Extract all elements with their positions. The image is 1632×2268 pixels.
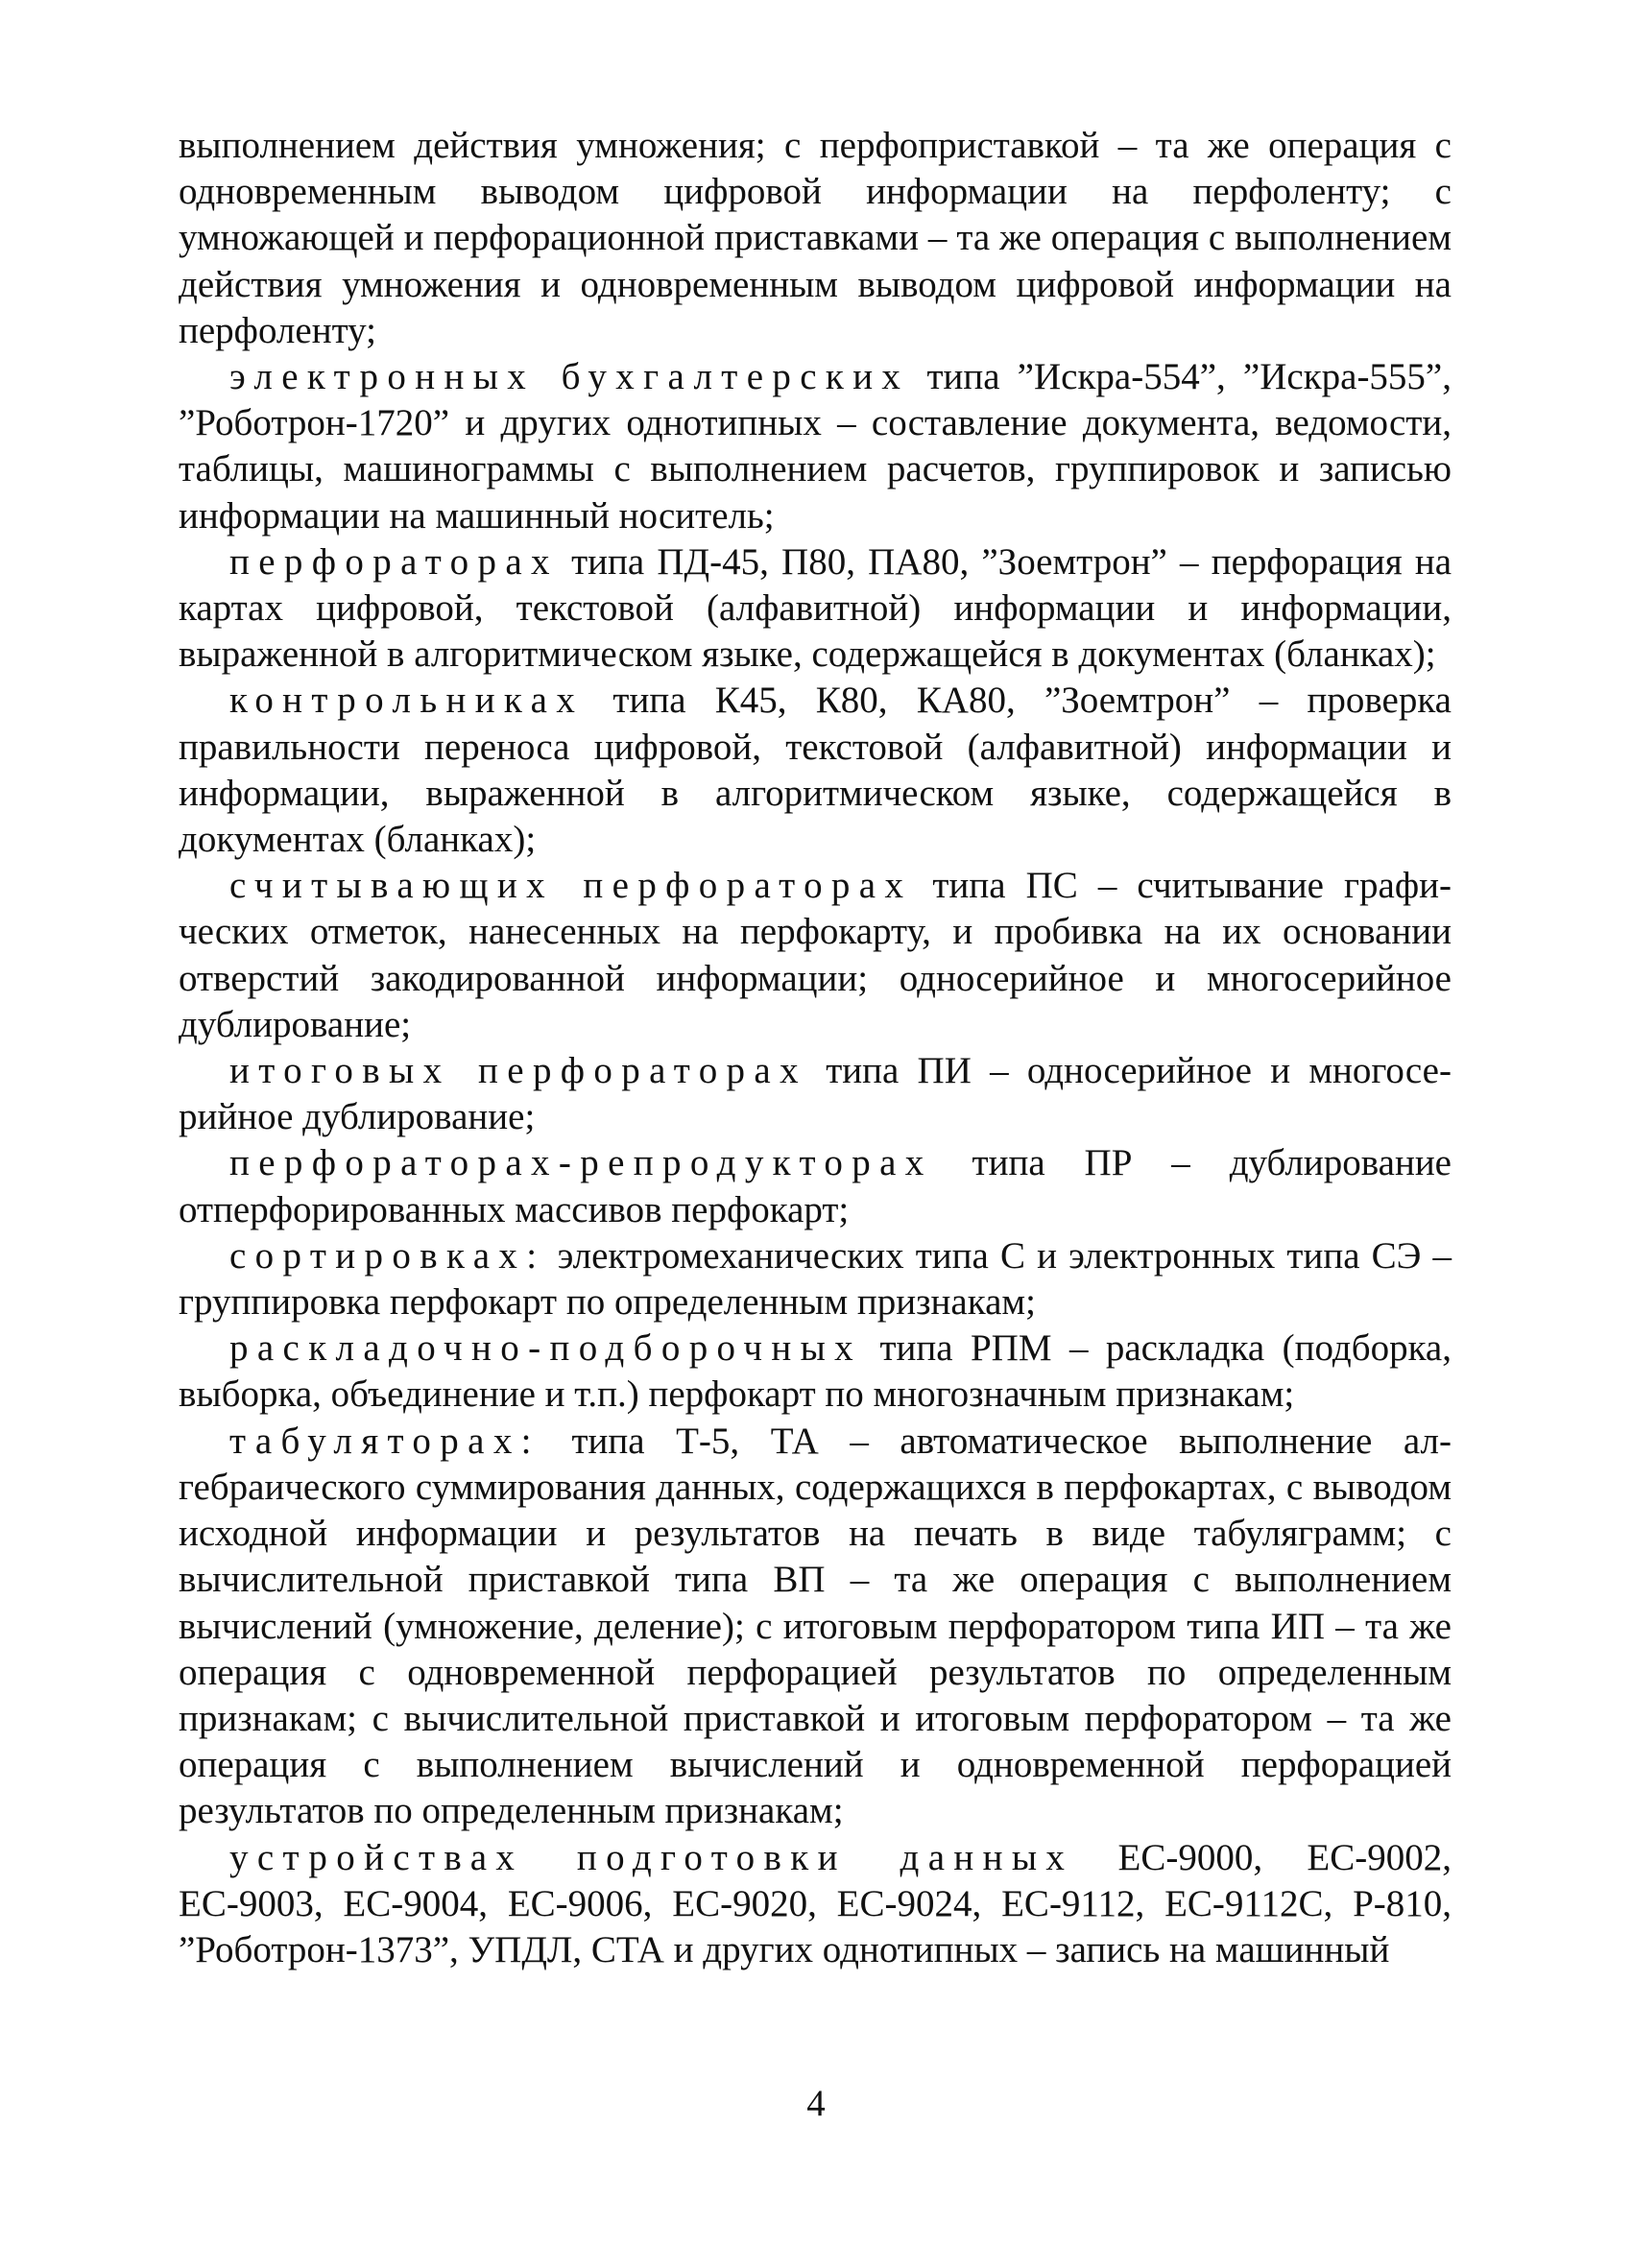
paragraph-lead-term: устройствах подготовки данных — [229, 1836, 1074, 1878]
paragraph-lead-term: считывающих перфораторах — [229, 865, 913, 907]
paragraph-collators — [179, 1325, 1452, 1418]
paragraph-lead-term: сортировках: — [229, 1234, 546, 1277]
paragraph-lead-term: итоговых перфораторах — [229, 1050, 807, 1092]
paragraph-text: типа Т-5, ТА – автоматическое выполнение алгебраического суммирования данных, содержащихся в перфокартах, с выводом исходной информации и результатов на печать в виде табуляграмм; с вычислительной приставкой типа ВП – та же операция с выполнением вычислений (умножение, деление); с итоговым перфоратором типа ИП – та же операция с одновременной перфорацией результатов по определенным признакам; с вычислительной приставкой и итоговым перфоратором – та же операция с выполнением вычислений и одновременной перфорацией результатов по определенным признакам; — [179, 1420, 1452, 1832]
document-body — [179, 123, 1452, 1973]
paragraph-lead-term: перфораторах — [229, 540, 559, 583]
paragraph-text: электромеханических типа С и электронных типа СЭ – группировка перфокарт по определенным признакам; — [179, 1234, 1452, 1324]
paragraph-reproducers — [179, 1140, 1452, 1232]
paragraph-sorters — [179, 1233, 1452, 1325]
paragraph-multiplying-attachments — [179, 123, 1452, 354]
paragraph-text: типа ПД-45, П80, ПА80, ”Зоемтрон” – перфорация на картах цифровой, текстовой (алфавитной) информации и информации, выраженной в алгоритмическом языке, содержащейся в документах (бланках); — [179, 540, 1452, 676]
paragraph-summary-perforators — [179, 1048, 1452, 1140]
paragraph-lead-term: раскладочно-подборочных — [229, 1327, 863, 1370]
paragraph-text: типа ПИ – односерийное и многосерийное дублирование; — [179, 1050, 1452, 1138]
paragraph-text: типа ПР – дублирование отперфорированных массивов перфокарт; — [179, 1142, 1452, 1230]
paragraph-reading-perforators — [179, 863, 1452, 1048]
paragraph-lead-term: электронных бухгалтерских — [229, 356, 910, 398]
paragraph-text: типа К45, К80, КА80, ”Зоемтрон” – проверка правильности переноса цифровой, текстовой (алфавитной) информации и информации, выраженной в алгоритмическом языке, содержащейся в документах (бланках); — [179, 680, 1452, 861]
paragraph-lead-term: перфораторах-репродукторах — [229, 1142, 933, 1184]
paragraph-text: ЕС-9000, ЕС-9002, ЕС-9003, ЕС-9004, ЕС-9006, ЕС-9020, ЕС-9024, ЕС-9112, ЕС-9112С, Р-810, ”Роботрон-1373”, УПДЛ, СТА и других однотипных – запись на машинный — [179, 1836, 1452, 1970]
paragraph-electronic-accounting — [179, 354, 1452, 539]
paragraph-lead-term: табуляторах: — [229, 1420, 540, 1462]
paragraph-tabulators — [179, 1419, 1452, 1835]
paragraph-verifiers — [179, 678, 1452, 863]
paragraph-data-preparation — [179, 1835, 1452, 1974]
paragraph-lead-term: контрольниках — [229, 680, 585, 722]
paragraph-perforators — [179, 539, 1452, 679]
page-number: 4 — [806, 2083, 826, 2124]
paragraph-text: типа ПС – считывание графических отметок, нанесенных на перфокарту, и пробивка на их основании отверстий закодированной информации; односерийное и многосерийное дублирование; — [179, 865, 1452, 1045]
paragraph-text: типа ”Искра-554”, ”Искра-555”, ”Роботрон-1720” и других однотипных – составление документа, ведомости, таблицы, машинограммы с выполнением расчетов, группировок и записью информации на машинный носитель; — [179, 356, 1452, 537]
paragraph-text: типа РПМ – раскладка (подборка, выборка, объединение и т.п.) перфокарт по многозначным признакам; — [179, 1327, 1452, 1416]
paragraph-text: выполнением действия умножения; с перфоприставкой – та же операция с одновременным выводом цифровой информации на перфоленту; с умножающей и перфорационной приставками – та же операция с выполнением действия умножения и одновременным выводом цифровой информации на перфоленту; — [179, 125, 1452, 351]
